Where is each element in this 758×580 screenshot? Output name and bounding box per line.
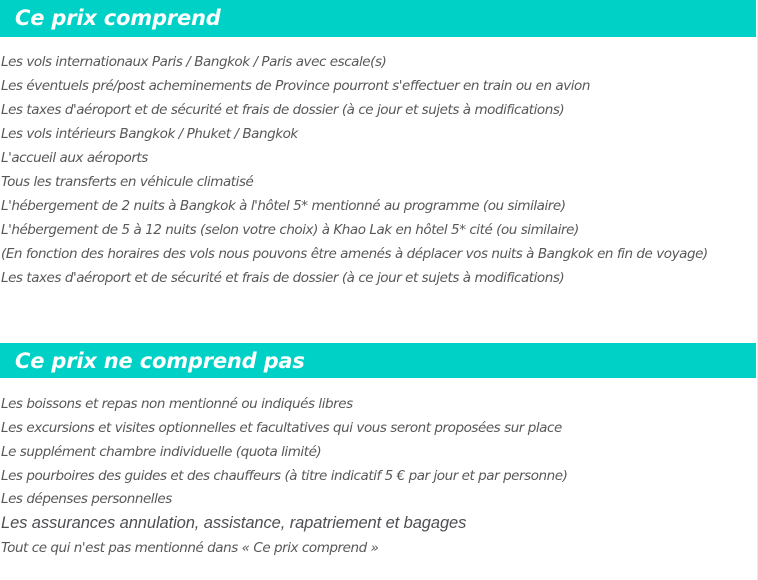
list-item: L'hébergement de 2 nuits à Bangkok à l'hôtel 5* mentionné au programme (ou similaire) — [1, 198, 566, 214]
list-item: Le supplément chambre individuelle (quota limité) — [1, 444, 322, 460]
list-item: Les boissons et repas non mentionné ou indiqués libres — [1, 396, 353, 412]
list-item: Tout ce qui n'est pas mentionné dans « Ce prix comprend » — [1, 540, 379, 556]
list-item: (En fonction des horaires des vols nous pouvons être amenés à déplacer vos nuits à Bangkok en fin de voyage) — [1, 246, 708, 262]
section-header-excluded-title: Ce prix ne comprend pas — [15, 349, 305, 373]
section-header-included — [0, 0, 756, 37]
list-item: Les vols internationaux Paris / Bangkok / Paris avec escale(s) — [1, 54, 387, 70]
excluded-items-list — [0, 392, 756, 560]
section-header-excluded — [0, 343, 756, 378]
list-item: Les pourboires des guides et des chauffeurs (à titre indicatif 5 € par jour et par personne) — [1, 468, 568, 484]
list-item: Les excursions et visites optionnelles et facultatives qui vous seront proposées sur place — [1, 420, 562, 436]
list-item: Les éventuels pré/post acheminements de Province pourront s'effectuer en train ou en avion — [1, 78, 590, 94]
list-item: L'accueil aux aéroports — [1, 150, 148, 166]
section-header-included-title: Ce prix comprend — [15, 6, 221, 30]
included-items-list — [0, 50, 756, 290]
list-item: Les taxes d'aéroport et de sécurité et frais de dossier (à ce jour et sujets à modifications) — [1, 270, 565, 286]
list-item: L'hébergement de 5 à 12 nuits (selon votre choix) à Khao Lak en hôtel 5* cité (ou similaire) — [1, 222, 579, 238]
list-item: Tous les transferts en véhicule climatisé — [1, 174, 254, 190]
list-item: Les vols intérieurs Bangkok / Phuket / Bangkok — [1, 126, 298, 142]
list-item: Les dépenses personnelles — [1, 491, 172, 507]
list-item-insurance: Les assurances annulation, assistance, rapatriement et bagages — [1, 514, 467, 532]
list-item: Les taxes d'aéroport et de sécurité et frais de dossier (à ce jour et sujets à modifications) — [1, 102, 565, 118]
